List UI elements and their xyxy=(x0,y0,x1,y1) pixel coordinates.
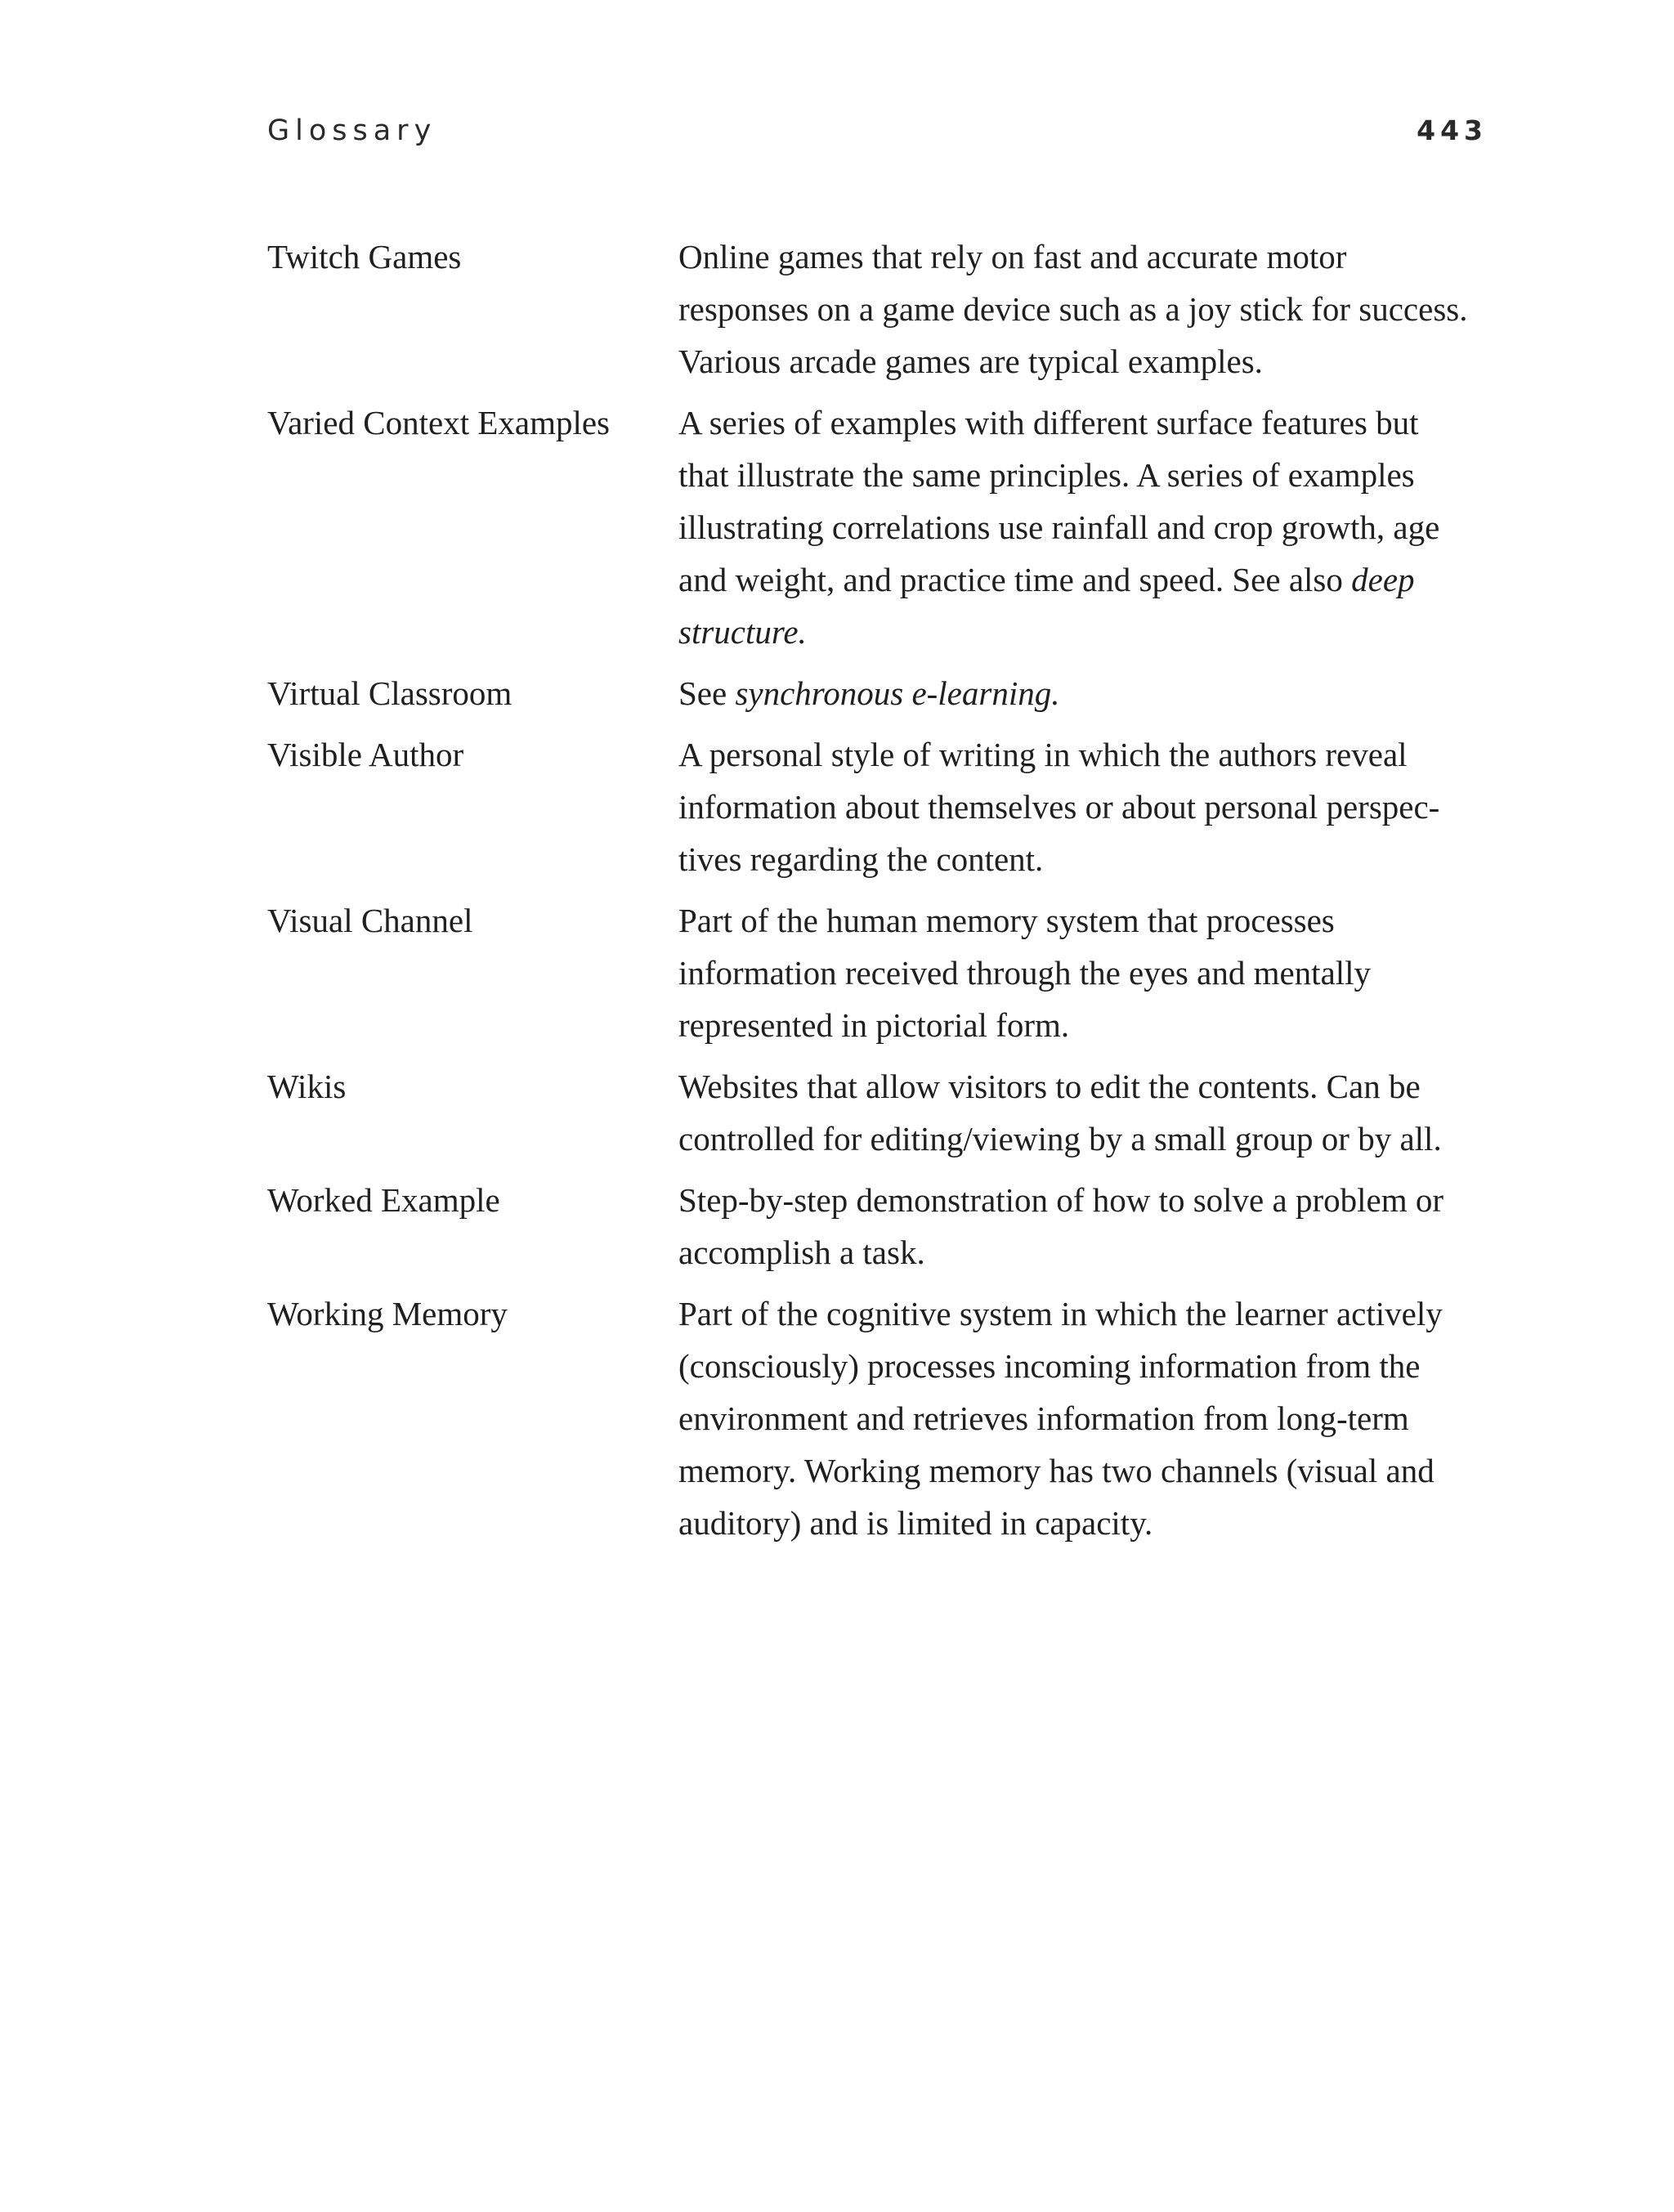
glossary-definition xyxy=(678,1287,1488,1549)
running-head xyxy=(267,114,1488,155)
definition-line: information received through the eyes and mentally xyxy=(678,954,1372,992)
definition-line xyxy=(678,553,1488,606)
glossary-entry xyxy=(267,894,1493,1051)
definition-line: Step-by-step demonstration of how to solve a problem or xyxy=(678,1181,1443,1219)
definition-line: tives regarding the content. xyxy=(678,840,1044,878)
glossary-term: Varied Context Examples xyxy=(267,404,611,441)
glossary-term: Visual Channel xyxy=(267,902,473,939)
running-title: Glossary xyxy=(267,114,437,147)
glossary-definition xyxy=(678,396,1488,658)
glossary-term: Visible Author xyxy=(267,736,464,773)
definition-line: illustrating correlations use rainfall and crop growth, age xyxy=(678,508,1440,546)
glossary-list xyxy=(267,231,1493,1558)
definition-line xyxy=(678,667,1488,719)
definition-line: Part of the cognitive system in which the learner actively xyxy=(678,1295,1443,1332)
glossary-entry xyxy=(267,728,1493,885)
definition-line: information about themselves or about personal perspec- xyxy=(678,788,1440,826)
page-number: 443 xyxy=(1417,114,1488,146)
glossary-entry xyxy=(267,231,1493,387)
glossary-entry xyxy=(267,1174,1493,1278)
definition-line: responses on a game device such as a joy stick for success. xyxy=(678,290,1468,328)
glossary-term: Wikis xyxy=(267,1068,347,1105)
glossary-term: Virtual Classroom xyxy=(267,674,512,712)
definition-line: Various arcade games are typical examples. xyxy=(678,343,1263,380)
definition-line xyxy=(678,606,1488,658)
definition-line: that illustrate the same principles. A series of examples xyxy=(678,456,1415,494)
glossary-entry xyxy=(267,1287,1493,1549)
glossary-term: Worked Example xyxy=(267,1181,500,1219)
glossary-definition xyxy=(678,667,1488,719)
definition-line: controlled for editing/viewing by a small group or by all. xyxy=(678,1120,1442,1157)
glossary-definition xyxy=(678,1174,1488,1278)
definition-line: auditory) and is limited in capacity. xyxy=(678,1504,1153,1542)
cross-reference: deep xyxy=(1351,561,1415,598)
definition-line: Websites that allow visitors to edit the contents. Can be xyxy=(678,1068,1421,1105)
definition-line: accomplish a task. xyxy=(678,1234,925,1271)
definition-line: memory. Working memory has two channels (visual and xyxy=(678,1452,1435,1489)
glossary-entry xyxy=(267,396,1493,658)
glossary-definition xyxy=(678,1060,1488,1165)
glossary-term: Working Memory xyxy=(267,1295,508,1332)
definition-line: environment and retrieves information from long-term xyxy=(678,1399,1409,1437)
definition-line: (consciously) processes incoming information from the xyxy=(678,1347,1421,1385)
cross-reference: synchronous e-learning. xyxy=(735,674,1060,712)
definition-line: Part of the human memory system that processes xyxy=(678,902,1335,939)
cross-reference: structure. xyxy=(678,613,807,651)
definition-line: A series of examples with different surface features but xyxy=(678,404,1419,441)
glossary-term: Twitch Games xyxy=(267,238,462,275)
glossary-definition xyxy=(678,728,1488,885)
glossary-definition xyxy=(678,231,1488,387)
definition-text: See xyxy=(678,674,736,712)
definition-line: Online games that rely on fast and accurate motor xyxy=(678,238,1347,275)
glossary-entry xyxy=(267,667,1493,719)
glossary-definition xyxy=(678,894,1488,1051)
definition-text: and weight, and practice time and speed. See also xyxy=(678,561,1352,598)
definition-line: represented in pictorial form. xyxy=(678,1006,1070,1044)
definition-line: A personal style of writing in which the authors reveal xyxy=(678,736,1408,773)
glossary-entry xyxy=(267,1060,1493,1165)
